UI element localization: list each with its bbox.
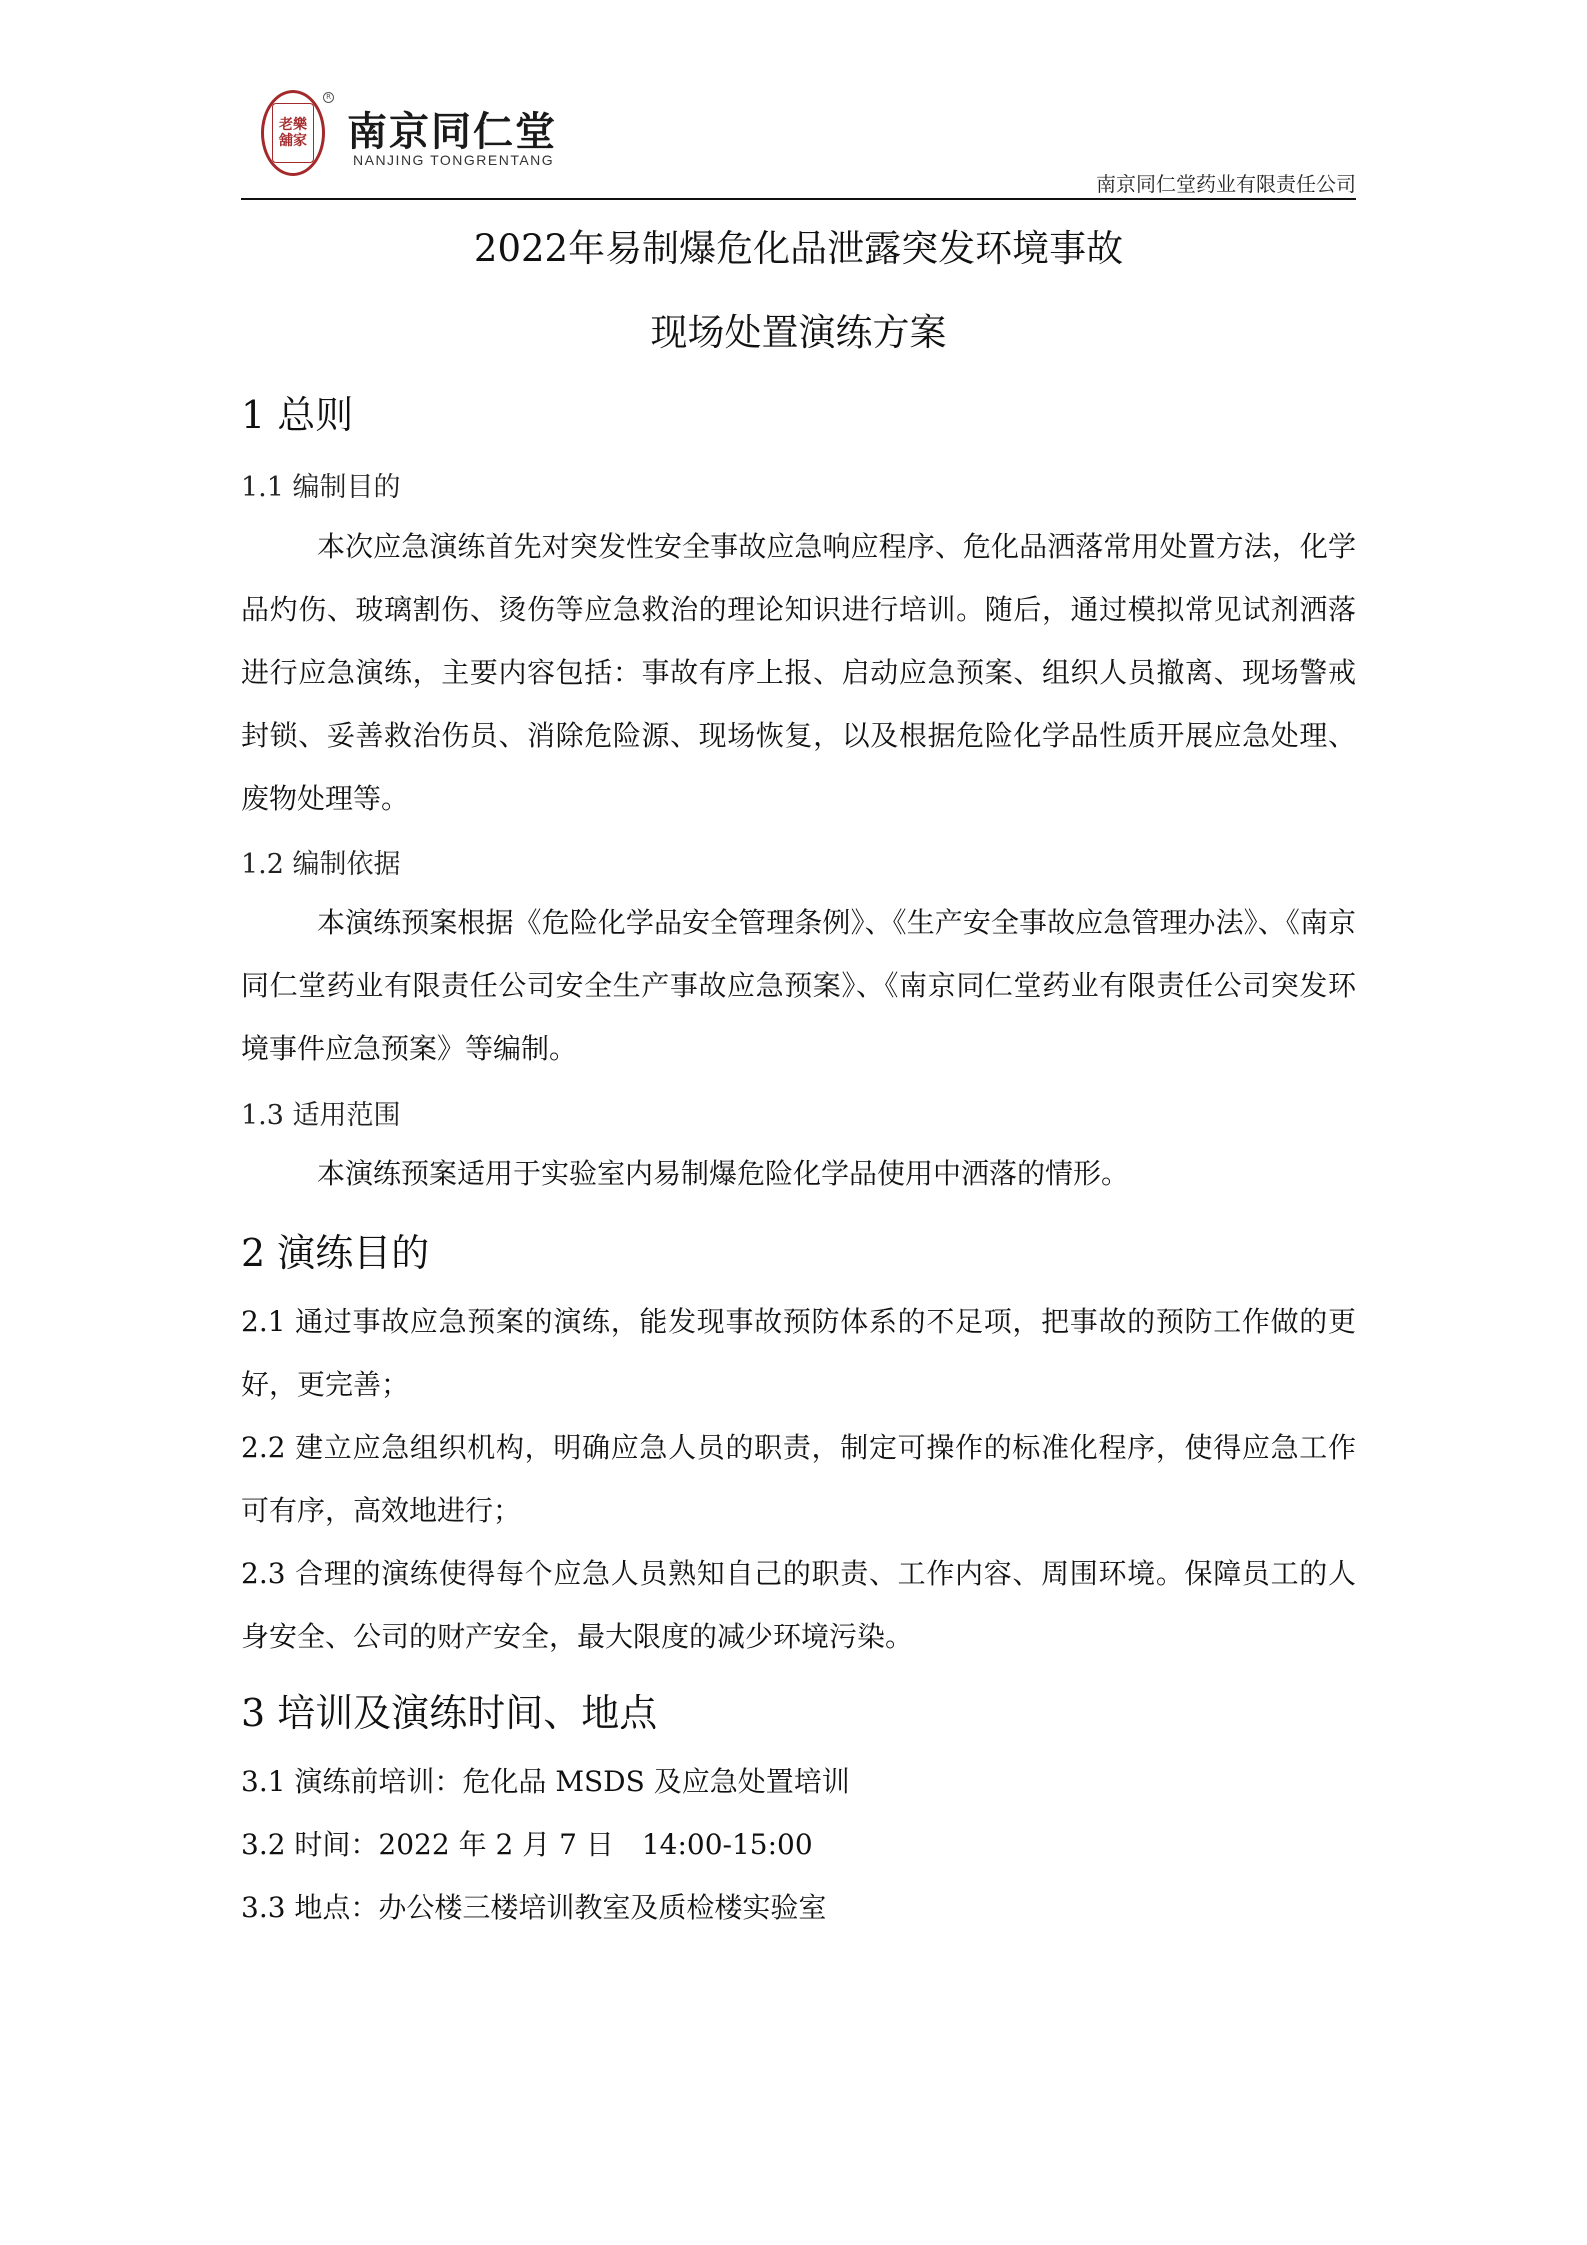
logo-chinese-name: 南京同仁堂: [347, 109, 557, 155]
section-3-3-text: 3.3 地点：办公楼三楼培训教室及质检楼实验室: [241, 1891, 827, 1924]
document-title-line2: 现场处置演练方案: [650, 311, 947, 354]
page-header: [241, 86, 1356, 198]
section-1-1-heading: 1.1 编制目的: [241, 472, 401, 503]
section-2-3-text: 2.3 合理的演练使得每个应急人员熟知自己的职责、工作内容、周围环境。保障员工的人身安全、公司的财产安全，最大限度的减少环境污染。: [241, 1557, 1356, 1653]
section-1-heading: 1 总则: [241, 393, 354, 437]
section-2-2-text: 2.2 建立应急组织机构，明确应急人员的职责，制定可操作的标准化程序，使得应急工作可有序，高效地进行；: [241, 1431, 1356, 1527]
section-3-heading: 3 培训及演练时间、地点: [241, 1691, 658, 1735]
registered-mark-icon: R: [323, 92, 334, 103]
header-divider: [241, 198, 1356, 200]
section-3-1-text: 3.1 演练前培训：危化品 MSDS 及应急处置培训: [241, 1765, 850, 1798]
section-1-1-text: 本次应急演练首先对突发性安全事故应急响应程序、危化品洒落常用处置方法，化学品灼伤、玻璃割伤、烫伤等应急救治的理论知识进行培训。随后，通过模拟常见试剂洒落进行应急演练，主要内容包括：事故有序上报、启动应急预案、组织人员撤离、现场警戒封锁、妥善救治伤员、消除危险源、现场恢复，以及根据危险化学品性质开展应急处理、废物处理等。: [241, 530, 1356, 815]
seal-text-bottom: 舖家: [279, 133, 307, 149]
logo-english-name: NANJING TONGRENTANG: [353, 152, 555, 168]
section-3-2-text: 3.2 时间：2022 年 2 月 7 日 14:00-15:00: [241, 1828, 813, 1861]
header-company-name: 南京同仁堂药业有限责任公司: [1096, 172, 1356, 196]
section-2-1-text: 2.1 通过事故应急预案的演练，能发现事故预防体系的不足项，把事故的预防工作做的更好，更完善；: [241, 1305, 1356, 1401]
section-1-3-heading: 1.3 适用范围: [241, 1100, 401, 1131]
section-1-2-heading: 1.2 编制依据: [241, 849, 401, 880]
section-1-3-text: 本演练预案适用于实验室内易制爆危险化学品使用中洒落的情形。: [317, 1157, 1130, 1190]
seal-text-top: 老樂: [279, 117, 307, 133]
section-1-2-text: 本演练预案根据《危险化学品安全管理条例》、《生产安全事故应急管理办法》、《南京同仁堂药业有限责任公司安全生产事故应急预案》、《南京同仁堂药业有限责任公司突发环境事件应急预案》等编制。: [241, 906, 1356, 1065]
seal-inner: [272, 103, 314, 163]
section-2-heading: 2 演练目的: [241, 1231, 430, 1275]
company-seal-logo: [261, 90, 325, 176]
document-title-line1: 2022年易制爆危化品泄露突发环境事故: [473, 227, 1124, 270]
